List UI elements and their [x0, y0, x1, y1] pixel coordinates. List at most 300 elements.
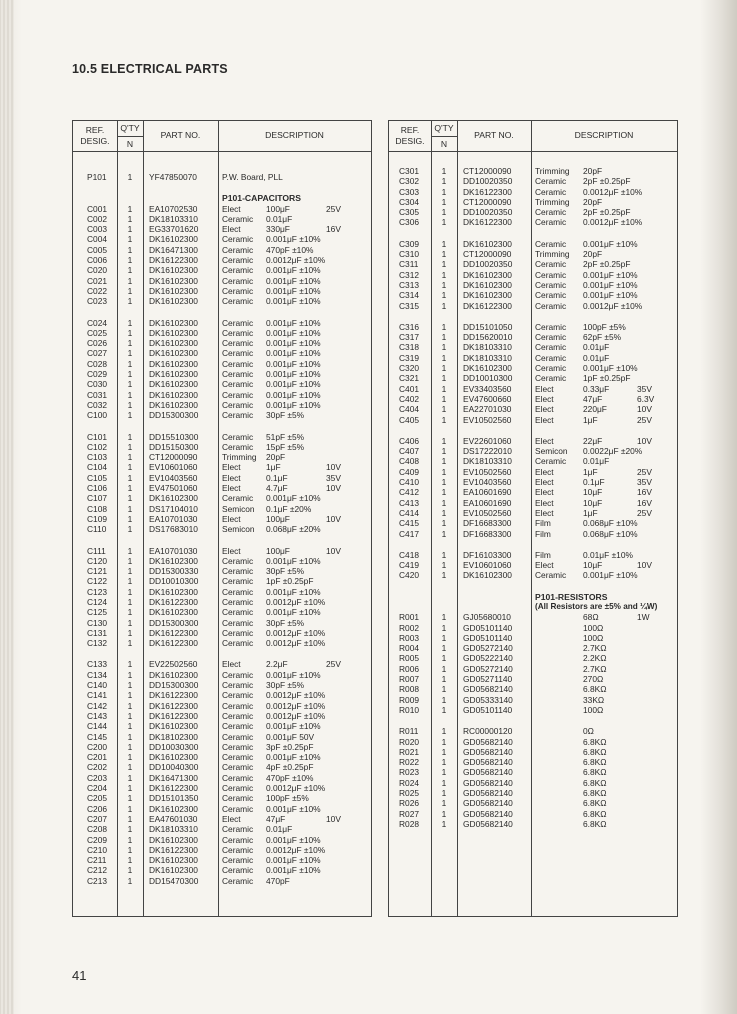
- table-row: [73, 597, 371, 607]
- part-number: DK16102300: [463, 269, 512, 280]
- part-number: EG33701620: [149, 224, 199, 235]
- ref-designator: C140: [87, 680, 108, 691]
- part-number: DD15300300: [149, 617, 199, 628]
- table-row: [73, 348, 371, 358]
- part-number: DD10010300: [149, 576, 199, 587]
- ref-designator: C312: [399, 269, 420, 280]
- part-number: DD15620010: [463, 332, 513, 343]
- part-type: Ceramic: [222, 244, 254, 255]
- part-number: DK16102300: [149, 399, 198, 410]
- table-row: [389, 280, 677, 290]
- part-type: Ceramic: [222, 824, 254, 835]
- part-value: 0.001μF ±10%: [583, 279, 638, 290]
- ref-designator: R023: [399, 767, 420, 778]
- part-number: DK16102300: [149, 555, 198, 566]
- quantity: 1: [127, 338, 133, 349]
- table-row: [73, 483, 371, 493]
- part-number: EV10502560: [463, 466, 512, 477]
- part-type: Ceramic: [535, 456, 567, 467]
- ref-designator: C025: [87, 327, 108, 338]
- quantity: 1: [127, 844, 133, 855]
- part-value: 0.001μF ±10%: [266, 855, 321, 866]
- table-row: [73, 524, 371, 534]
- part-value: 0.001μF ±10%: [266, 296, 321, 307]
- quantity: 1: [127, 203, 133, 214]
- part-number: DK18102300: [149, 731, 198, 742]
- part-value: 0.001μF 50V: [266, 731, 315, 742]
- ref-designator: C319: [399, 352, 420, 363]
- part-number: DK16122300: [149, 638, 198, 649]
- quantity: 1: [441, 176, 447, 187]
- table-row: [73, 172, 371, 182]
- part-number: GD05682140: [463, 736, 513, 747]
- part-rating: 16V: [637, 487, 652, 498]
- part-number: DK16102300: [149, 358, 198, 369]
- part-type: Ceramic: [222, 772, 254, 783]
- part-rating: 35V: [637, 383, 652, 394]
- ref-designator: C309: [399, 238, 420, 249]
- ref-designator: C412: [399, 487, 420, 498]
- part-value: 0.0012μF ±10%: [583, 300, 643, 311]
- section-title: P101-RESISTORS: [535, 591, 608, 602]
- part-number: DD15300330: [149, 566, 199, 577]
- ref-designator: C212: [87, 865, 108, 876]
- table-row: [73, 659, 371, 669]
- part-type: Ceramic: [222, 638, 254, 649]
- quantity: 1: [127, 265, 133, 276]
- table-row: [389, 747, 677, 757]
- part-value: 470pF ±10%: [266, 772, 314, 783]
- ref-designator: C208: [87, 824, 108, 835]
- quantity: 1: [127, 441, 133, 452]
- part-value: 0.001μF ±10%: [266, 389, 321, 400]
- ref-designator: R028: [399, 818, 420, 829]
- part-number: DK16102300: [149, 234, 198, 245]
- part-type: Ceramic: [222, 369, 254, 380]
- ref-designator: R003: [399, 632, 420, 643]
- part-value: 0.001μF ±10%: [266, 348, 321, 359]
- quantity: 1: [441, 269, 447, 280]
- part-number: CT12000090: [463, 249, 512, 260]
- part-type: Ceramic: [222, 762, 254, 773]
- ref-designator: R004: [399, 643, 420, 654]
- part-number: DK16102300: [149, 855, 198, 866]
- part-rating: 10V: [326, 513, 341, 524]
- quantity: 1: [127, 700, 133, 711]
- ref-designator: C315: [399, 300, 420, 311]
- ref-designator: C311: [399, 259, 419, 270]
- part-number: GD05682140: [463, 757, 513, 768]
- quantity: 1: [127, 586, 133, 597]
- part-type: Ceramic: [222, 700, 254, 711]
- ref-designator: C310: [399, 249, 420, 260]
- part-number: DK16102300: [149, 752, 198, 763]
- part-value: 30pF ±5%: [266, 617, 305, 628]
- table-row: [73, 618, 371, 628]
- page-binding-edge: [0, 0, 14, 1014]
- part-type: Ceramic: [535, 363, 567, 374]
- quantity: 1: [441, 818, 447, 829]
- table-header: [389, 121, 677, 152]
- table-row: [389, 809, 677, 819]
- part-value: 2pF ±0.25pF: [583, 176, 631, 187]
- row-gap: [73, 535, 371, 546]
- quantity: 1: [127, 855, 133, 866]
- part-number: DK16102300: [149, 327, 198, 338]
- part-type: Elect: [222, 659, 241, 670]
- ref-designator: R025: [399, 788, 420, 799]
- quantity: 1: [441, 238, 447, 249]
- part-value: 0.001μF ±10%: [583, 570, 638, 581]
- quantity: 1: [127, 296, 133, 307]
- quantity: 1: [127, 783, 133, 794]
- table-row: [73, 442, 371, 452]
- part-type: Ceramic: [222, 566, 254, 577]
- part-number: EV10601060: [149, 462, 198, 473]
- part-value: 0.001μF ±10%: [266, 317, 321, 328]
- table-row: [73, 876, 371, 886]
- part-number: DK16102300: [463, 290, 512, 301]
- table-row: [389, 363, 677, 373]
- table-row: [389, 176, 677, 186]
- part-type: Ceramic: [222, 741, 254, 752]
- part-value: 0.001μF ±10%: [266, 721, 321, 732]
- ref-designator: C122: [87, 576, 108, 587]
- part-type: Ceramic: [222, 607, 254, 618]
- part-type: Ceramic: [222, 358, 254, 369]
- part-type: Elect: [222, 472, 241, 483]
- ref-designator: C301: [399, 166, 420, 176]
- table-row: [389, 674, 677, 684]
- ref-designator: C142: [87, 700, 108, 711]
- part-number: DS17683010: [149, 524, 198, 535]
- part-number: DK16102300: [463, 279, 512, 290]
- ref-designator: C202: [87, 762, 108, 773]
- ref-designator: C408: [399, 456, 420, 467]
- quantity: 1: [127, 483, 133, 494]
- table-row: [73, 587, 371, 597]
- table-row: [389, 508, 677, 518]
- quantity: 1: [127, 741, 133, 752]
- table-row: [73, 546, 371, 556]
- ref-designator: C032: [87, 399, 108, 410]
- quantity: 1: [441, 332, 447, 343]
- quantity: 1: [441, 643, 447, 654]
- part-number: DK18103310: [463, 352, 512, 363]
- part-number: DK16122300: [149, 844, 198, 855]
- quantity: 1: [127, 865, 133, 876]
- quantity: 1: [441, 466, 447, 477]
- ref-designator: R007: [399, 674, 420, 685]
- part-number: DD10020350: [463, 259, 513, 270]
- part-value: 4.7μF: [266, 483, 288, 494]
- part-type: Ceramic: [222, 690, 254, 701]
- quantity: 1: [441, 653, 447, 664]
- part-value: 0.001μF ±10%: [266, 358, 321, 369]
- part-number: DF16683300: [463, 528, 512, 539]
- table-row: [73, 276, 371, 286]
- part-number: EV33403560: [463, 383, 512, 394]
- quantity: 1: [127, 389, 133, 400]
- part-value: 2.7KΩ: [583, 663, 607, 674]
- part-number: EV10502560: [463, 414, 512, 425]
- header-desig: DESIG.: [395, 136, 425, 146]
- table-row: [73, 638, 371, 648]
- part-rating: 25V: [326, 659, 341, 670]
- part-type: Ceramic: [222, 596, 254, 607]
- part-number: CT12000090: [463, 196, 512, 207]
- part-number: GD05682140: [463, 798, 513, 809]
- part-number: GD05682140: [463, 746, 513, 757]
- part-value: 6.8KΩ: [583, 788, 607, 799]
- ref-designator: C132: [87, 638, 108, 649]
- quantity: 1: [127, 513, 133, 524]
- part-number: GD05682140: [463, 767, 513, 778]
- table-row: [389, 518, 677, 528]
- part-type: Elect: [222, 513, 241, 524]
- quantity: 1: [441, 757, 447, 768]
- ref-designator: R005: [399, 653, 420, 664]
- part-type: Semicon: [535, 446, 568, 457]
- quantity: 1: [441, 393, 447, 404]
- ref-designator: C314: [399, 290, 420, 301]
- quantity: 1: [441, 507, 447, 518]
- table-row: [389, 529, 677, 539]
- part-number: DD15101050: [463, 321, 513, 332]
- ref-designator: C004: [87, 234, 108, 245]
- part-number: DK16122300: [463, 217, 512, 228]
- ref-designator: C203: [87, 772, 108, 783]
- table-row: [73, 773, 371, 783]
- part-value: 0.068μF ±10%: [583, 528, 638, 539]
- part-value: 0.001μF ±10%: [266, 379, 321, 390]
- quantity: 1: [441, 487, 447, 498]
- table-row: [73, 338, 371, 348]
- row-gap: [73, 307, 371, 318]
- part-value: 10μF: [583, 560, 603, 571]
- table-row: [389, 456, 677, 466]
- part-number: CT12000090: [463, 166, 512, 176]
- part-type: Ceramic: [222, 875, 254, 886]
- ref-designator: R026: [399, 798, 420, 809]
- part-value: 0.001μF ±10%: [266, 803, 321, 814]
- quantity: 1: [441, 632, 447, 643]
- quantity: 1: [441, 528, 447, 539]
- part-type: Elect: [222, 203, 241, 214]
- part-number: DK16102300: [149, 348, 198, 359]
- ref-designator: R006: [399, 663, 420, 674]
- table-row: [389, 623, 677, 633]
- part-number: DK16122300: [149, 627, 198, 638]
- part-value: 1pF ±0.25pF: [583, 373, 631, 384]
- table-row: [73, 793, 371, 803]
- quantity: 1: [127, 172, 133, 182]
- part-number: DK16102300: [149, 369, 198, 380]
- part-type: Ceramic: [222, 865, 254, 876]
- table-row: [389, 633, 677, 643]
- ref-designator: C405: [399, 414, 420, 425]
- ref-designator: R021: [399, 746, 420, 757]
- quantity: 1: [441, 622, 447, 633]
- table-row: [73, 670, 371, 680]
- section-heading: [73, 193, 371, 203]
- part-value: 6.8KΩ: [583, 757, 607, 768]
- part-type: Ceramic: [535, 332, 567, 343]
- part-rating: 10V: [326, 462, 341, 473]
- table-row: [389, 353, 677, 363]
- ref-designator: C302: [399, 176, 420, 187]
- ref-designator: C102: [87, 441, 108, 452]
- part-rating: 25V: [637, 414, 652, 425]
- ref-designator: C023: [87, 296, 108, 307]
- part-number: GD05682140: [463, 818, 513, 829]
- ref-designator: C120: [87, 555, 108, 566]
- ref-designator: C209: [87, 834, 108, 845]
- quantity: 1: [127, 596, 133, 607]
- part-number: EV10403560: [149, 472, 198, 483]
- part-number: DK16102300: [463, 238, 512, 249]
- part-type: Ceramic: [222, 410, 254, 421]
- part-type: Ceramic: [535, 269, 567, 280]
- part-rating: 25V: [326, 203, 341, 214]
- table-row: [73, 462, 371, 472]
- part-value: 6.8KΩ: [583, 767, 607, 778]
- quantity: 1: [441, 207, 447, 218]
- table-row: [389, 394, 677, 404]
- table-row: [73, 628, 371, 638]
- table-row: [389, 664, 677, 674]
- part-value: 3pF ±0.25pF: [266, 741, 314, 752]
- table-row: [389, 684, 677, 694]
- ref-designator: C022: [87, 285, 108, 296]
- quantity: 1: [127, 431, 133, 442]
- part-type: Ceramic: [222, 710, 254, 721]
- part-number: DK16122300: [463, 186, 512, 197]
- table-row: [73, 286, 371, 296]
- table-row: [73, 752, 371, 762]
- part-type: Elect: [535, 404, 554, 415]
- quantity: 1: [441, 249, 447, 260]
- header-ref: REF.: [85, 125, 105, 135]
- table-row: [389, 249, 677, 259]
- part-value: 0.0022μF ±20%: [583, 446, 643, 457]
- header-description: DESCRIPTION: [265, 130, 324, 140]
- part-number: DK16122300: [463, 300, 512, 311]
- ref-designator: C304: [399, 196, 420, 207]
- part-number: DK16102300: [149, 265, 198, 276]
- part-type: Ceramic: [535, 279, 567, 290]
- part-type: Ceramic: [222, 234, 254, 245]
- part-type: Ceramic: [535, 300, 567, 311]
- part-number: EV10502560: [463, 507, 512, 518]
- part-value: 0.0012μF ±10%: [266, 783, 326, 794]
- quantity: 1: [127, 452, 133, 463]
- part-number: DK16102300: [149, 865, 198, 876]
- part-type: Ceramic: [222, 379, 254, 390]
- ref-designator: C005: [87, 244, 108, 255]
- part-number: DK16102300: [149, 379, 198, 390]
- row-gap: [389, 715, 677, 726]
- ref-designator: R001: [399, 612, 420, 623]
- quantity: 1: [127, 576, 133, 587]
- ref-designator: C318: [399, 342, 420, 353]
- ref-designator: C316: [399, 321, 420, 332]
- ref-designator: C213: [87, 875, 108, 886]
- part-value: 0.001μF ±10%: [266, 369, 321, 380]
- part-type: Ceramic: [222, 834, 254, 845]
- ref-designator: C200: [87, 741, 108, 752]
- part-type: Ceramic: [535, 176, 567, 187]
- header-description: DESCRIPTION: [574, 130, 634, 140]
- part-value: 0.0012μF ±10%: [266, 690, 326, 701]
- part-number: GD05271140: [463, 674, 513, 685]
- table-row: [389, 415, 677, 425]
- quantity: 1: [127, 369, 133, 380]
- ref-designator: C101: [87, 431, 108, 442]
- table-row: [73, 607, 371, 617]
- ref-designator: C418: [399, 549, 420, 560]
- ref-designator: C106: [87, 483, 108, 494]
- part-type: Ceramic: [535, 352, 567, 363]
- table-row: [389, 705, 677, 715]
- quantity: 1: [127, 244, 133, 255]
- part-type: Ceramic: [222, 555, 254, 566]
- ref-designator: C420: [399, 570, 420, 581]
- parts-table-left: [72, 120, 372, 917]
- part-value: 0.001μF ±10%: [583, 269, 638, 280]
- part-number: DK16471300: [149, 772, 198, 783]
- part-number: EV22502560: [149, 659, 198, 670]
- part-type: Ceramic: [222, 389, 254, 400]
- table-row: [389, 798, 677, 808]
- ref-designator: C404: [399, 404, 420, 415]
- part-number: GD05682140: [463, 684, 513, 695]
- part-rating: 6.3V: [637, 393, 655, 404]
- part-value: 1μF: [583, 414, 598, 425]
- quantity: 1: [441, 518, 447, 529]
- ref-designator: R020: [399, 736, 420, 747]
- part-number: DD10040300: [149, 762, 199, 773]
- section-title: P101-CAPACITORS: [222, 193, 301, 204]
- ref-designator: C201: [87, 752, 108, 763]
- part-value: 6.8KΩ: [583, 808, 607, 819]
- part-number: EA10601690: [463, 497, 512, 508]
- table-row: [73, 359, 371, 369]
- part-type: Ceramic: [222, 399, 254, 410]
- part-number: EV22601060: [463, 435, 512, 446]
- qty-header-divider: [117, 136, 143, 137]
- table-row: [73, 721, 371, 731]
- ref-designator: C029: [87, 369, 108, 380]
- part-number: DK16122300: [149, 690, 198, 701]
- table-body: [73, 152, 371, 886]
- part-type: Ceramic: [222, 844, 254, 855]
- ref-designator: C111: [87, 545, 106, 556]
- part-value: 0.0012μF ±10%: [583, 186, 643, 197]
- table-row: [389, 695, 677, 705]
- part-value: 0.1μF: [583, 477, 605, 488]
- ref-designator: C123: [87, 586, 108, 597]
- ref-designator: C030: [87, 379, 108, 390]
- quantity: 1: [441, 704, 447, 715]
- quantity: 1: [127, 680, 133, 691]
- table-row: [389, 467, 677, 477]
- quantity: 1: [441, 446, 447, 457]
- quantity: 1: [127, 731, 133, 742]
- part-number: DK18103310: [149, 824, 198, 835]
- part-rating: 10V: [637, 404, 652, 415]
- part-value: 1μF: [583, 507, 598, 518]
